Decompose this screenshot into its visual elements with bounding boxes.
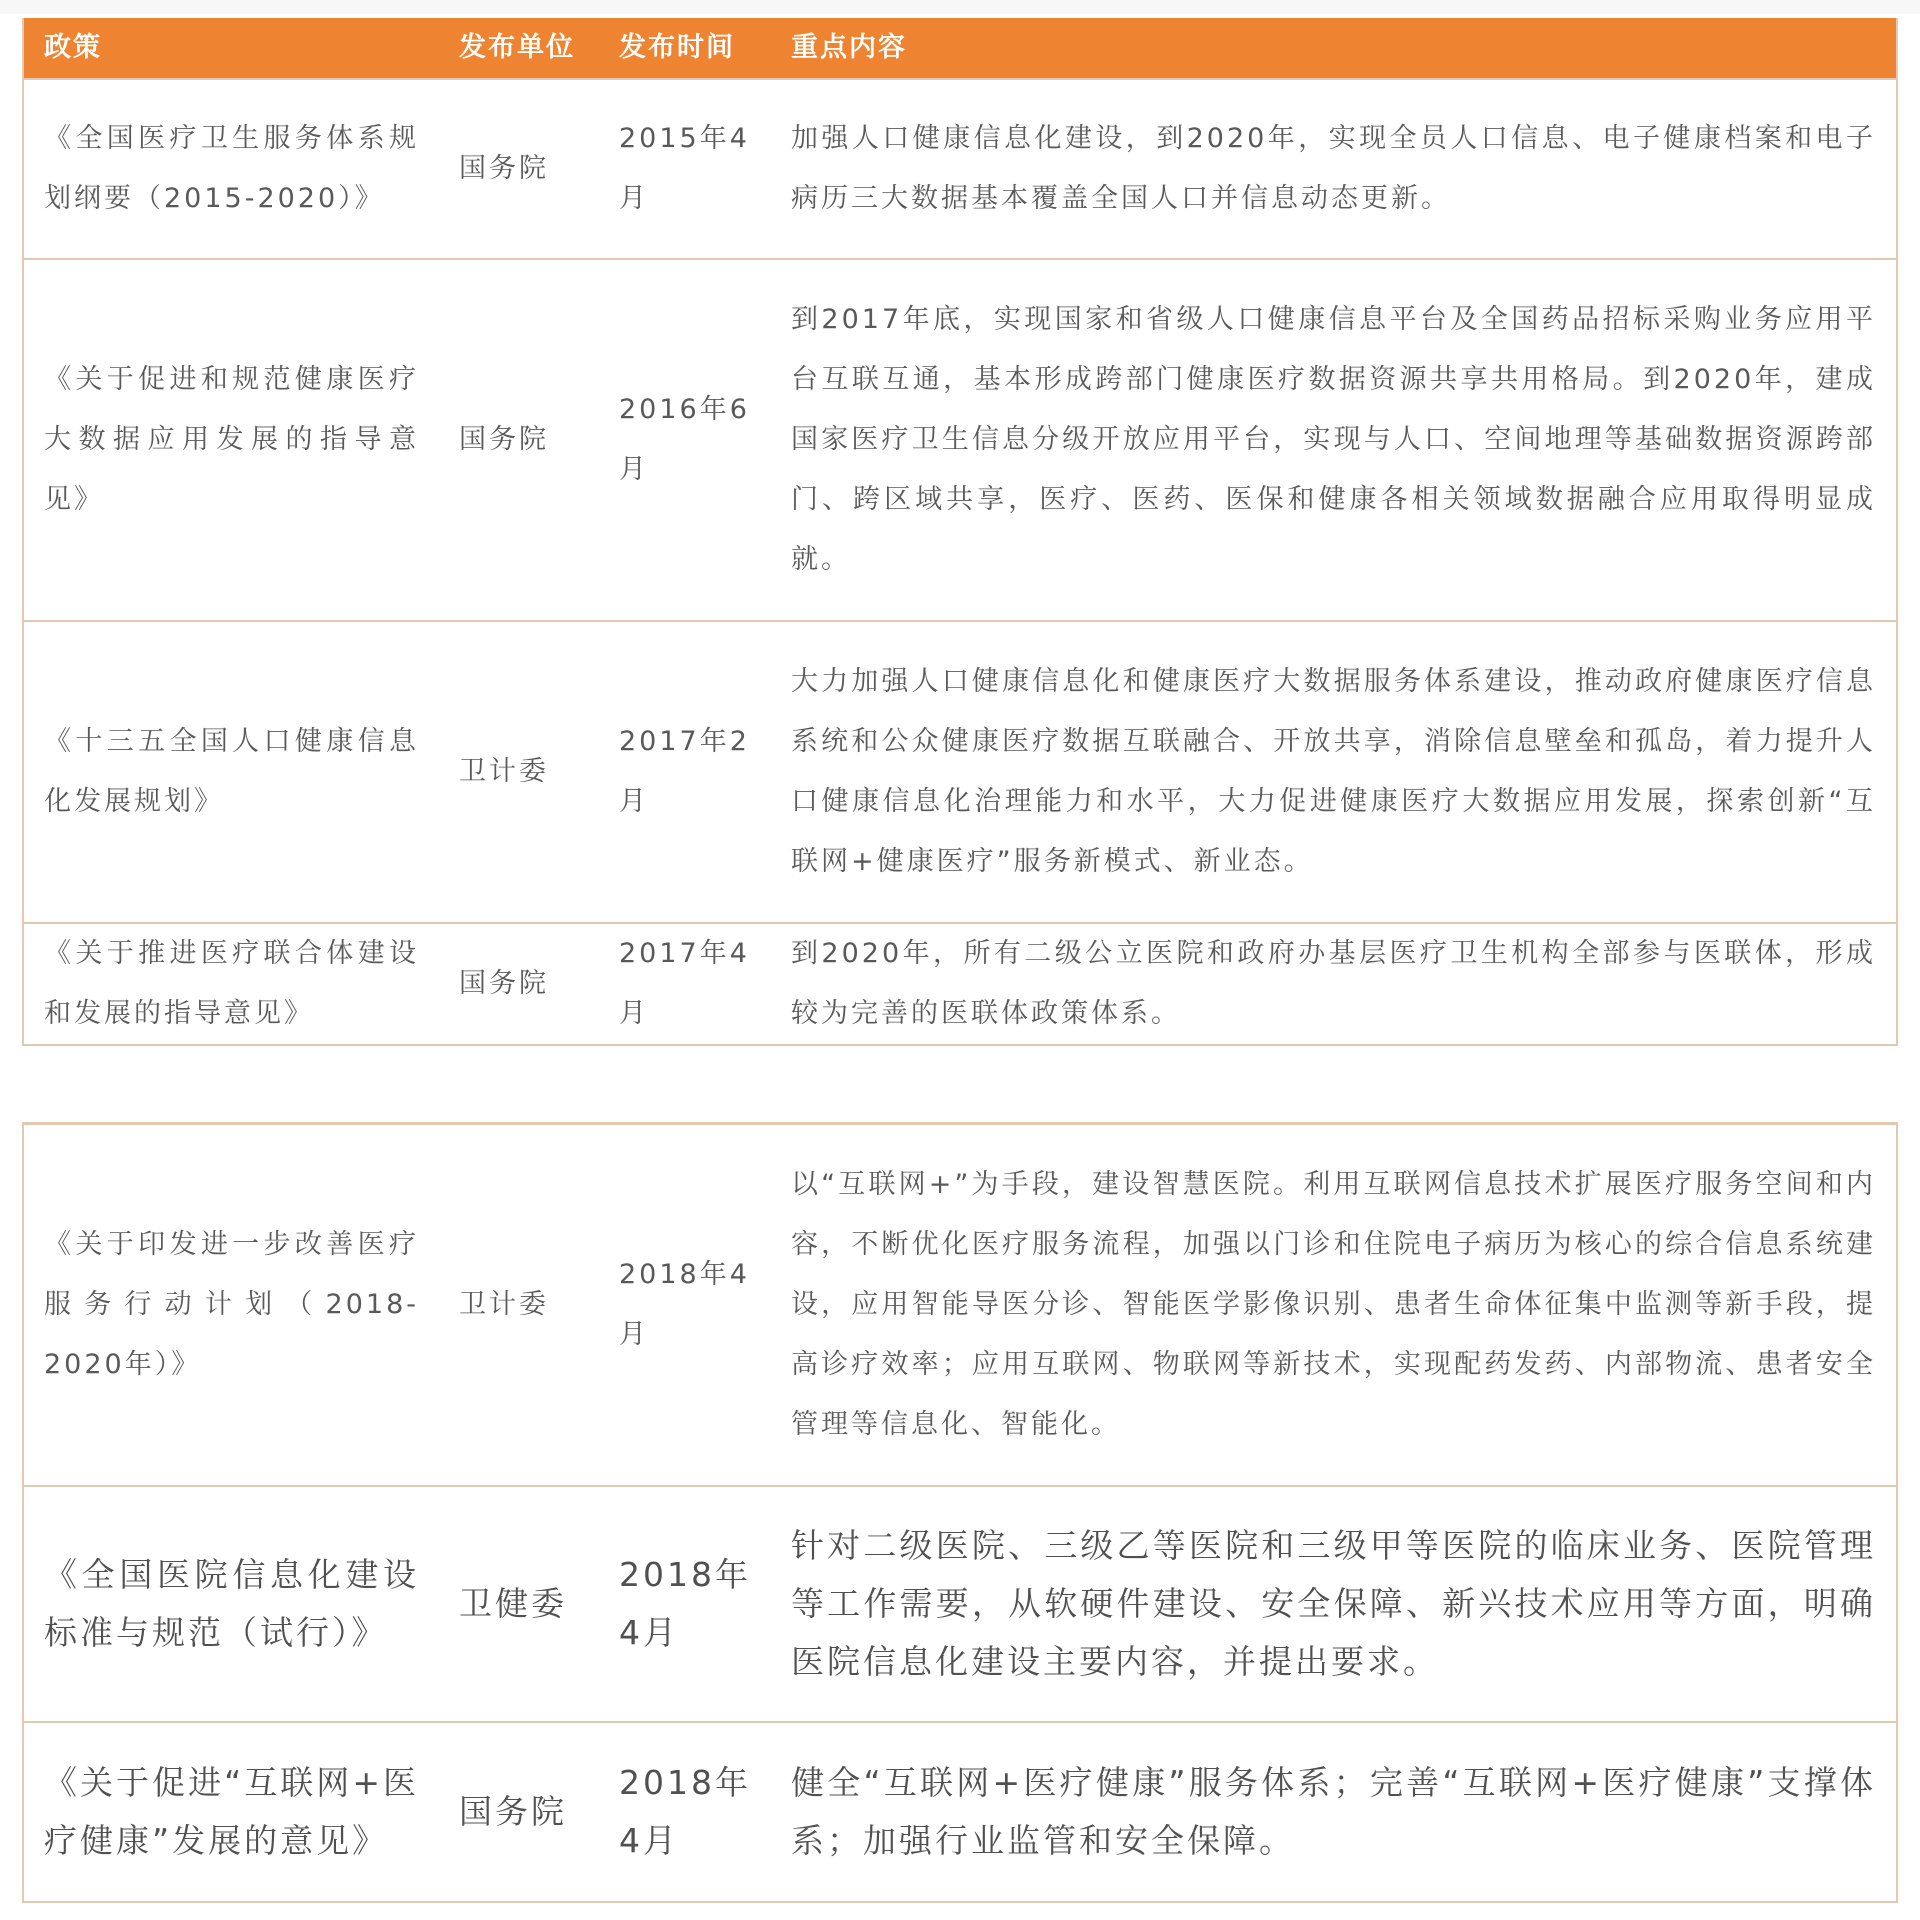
policy-issuer: 卫计委 <box>439 1124 599 1486</box>
policy-date: 2018年4月 <box>599 1722 771 1902</box>
policy-name: 《关于促进“互联网+医疗健康”发展的意见》 <box>23 1722 439 1902</box>
table-row <box>23 621 1897 923</box>
policy-date: 2015年4月 <box>599 79 771 259</box>
policy-name: 《全国医院信息化建设标准与规范（试行）》 <box>23 1486 439 1722</box>
policy-date: 2018年4月 <box>599 1124 771 1486</box>
policy-content: 到2017年底，实现国家和省级人口健康信息平台及全国药品招标采购业务应用平台互联互通，基本形成跨部门健康医疗数据资源共享共用格局。到2020年，建成国家医疗卫生信息分级开放应用平台，实现与人口、空间地理等基础数据资源跨部门、跨区域共享，医疗、医药、医保和健康各相关领域数据融合应用取得明显成就。 <box>771 259 1897 621</box>
policy-date: 2017年2月 <box>599 621 771 923</box>
policy-content: 大力加强人口健康信息化和健康医疗大数据服务体系建设，推动政府健康医疗信息系统和公众健康医疗数据互联融合、开放共享，消除信息壁垒和孤岛，着力提升人口健康信息化治理能力和水平，大力促进健康医疗大数据应用发展，探索创新“互联网+健康医疗”服务新模式、新业态。 <box>771 621 1897 923</box>
policy-table-part1 <box>22 18 1898 1046</box>
table-row <box>23 1722 1897 1902</box>
policy-name: 《关于印发进一步改善医疗服务行动计划（2018-2020年）》 <box>23 1124 439 1486</box>
policy-date: 2017年4月 <box>599 923 771 1045</box>
header-issuer: 发布单位 <box>439 18 599 79</box>
table-row <box>23 1486 1897 1722</box>
policy-content: 以“互联网+”为手段，建设智慧医院。利用互联网信息技术扩展医疗服务空间和内容，不断优化医疗服务流程，加强以门诊和住院电子病历为核心的综合信息系统建设，应用智能导医分诊、智能医学影像识别、患者生命体征集中监测等新手段，提高诊疗效率；应用互联网、物联网等新技术，实现配药发药、内部物流、患者安全管理等信息化、智能化。 <box>771 1124 1897 1486</box>
policy-name: 《全国医疗卫生服务体系规划纲要（2015-2020）》 <box>23 79 439 259</box>
policy-issuer: 国务院 <box>439 79 599 259</box>
top-margin-strip <box>0 0 1920 14</box>
table-row <box>23 259 1897 621</box>
table-row <box>23 1124 1897 1486</box>
policy-content: 针对二级医院、三级乙等医院和三级甲等医院的临床业务、医院管理等工作需要，从软硬件建设、安全保障、新兴技术应用等方面，明确医院信息化建设主要内容，并提出要求。 <box>771 1486 1897 1722</box>
table-header-row <box>23 18 1897 79</box>
policy-date: 2018年4月 <box>599 1486 771 1722</box>
policy-issuer: 国务院 <box>439 259 599 621</box>
policy-name: 《关于推进医疗联合体建设和发展的指导意见》 <box>23 923 439 1045</box>
policy-content: 健全“互联网+医疗健康”服务体系；完善“互联网+医疗健康”支撑体系；加强行业监管和安全保障。 <box>771 1722 1897 1902</box>
table-row <box>23 79 1897 259</box>
policy-issuer: 卫健委 <box>439 1486 599 1722</box>
policy-name: 《关于促进和规范健康医疗大数据应用发展的指导意见》 <box>23 259 439 621</box>
policy-date: 2016年6月 <box>599 259 771 621</box>
table-row <box>23 923 1897 1045</box>
header-content: 重点内容 <box>771 18 1897 79</box>
policy-issuer: 卫计委 <box>439 621 599 923</box>
policy-content: 到2020年，所有二级公立医院和政府办基层医疗卫生机构全部参与医联体，形成较为完善的医联体政策体系。 <box>771 923 1897 1045</box>
policy-table-part2 <box>22 1122 1898 1903</box>
header-date: 发布时间 <box>599 18 771 79</box>
policy-name: 《十三五全国人口健康信息化发展规划》 <box>23 621 439 923</box>
header-policy: 政策 <box>23 18 439 79</box>
policy-issuer: 国务院 <box>439 923 599 1045</box>
policy-issuer: 国务院 <box>439 1722 599 1902</box>
policy-content: 加强人口健康信息化建设，到2020年，实现全员人口信息、电子健康档案和电子病历三大数据基本覆盖全国人口并信息动态更新。 <box>771 79 1897 259</box>
